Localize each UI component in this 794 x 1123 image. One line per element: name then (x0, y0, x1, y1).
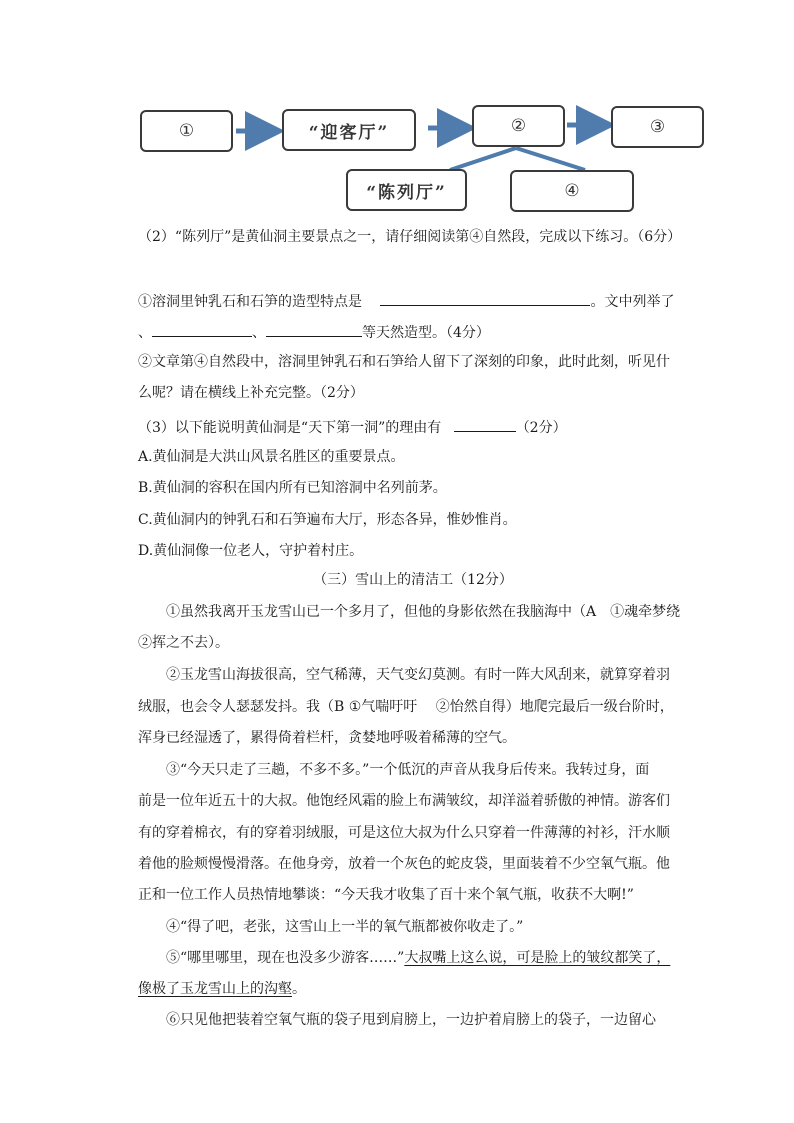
q3-score: （2分） (515, 420, 567, 436)
para3-line3: 有的穿着棉衣，有的穿着羽绒服，可是这位大叔为什么只穿着一件薄薄的衬衫，汗水顺 (138, 825, 670, 841)
para3-line2: 前是一位年近五十的大叔。他饱经风霜的脸上布满皱纹，却洋溢着骄傲的神情。游客们 (138, 793, 670, 809)
para4: ④“得了吧，老张，这雪山上一半的氧气瓶都被你收走了。” (166, 919, 524, 935)
q2-item1-text-c: 、 (138, 325, 152, 341)
para2-line1: ②玉龙雪山海拔很高，空气稀薄，天气变幻莫测。有时一阵大风刮来，就算穿着羽 (166, 667, 670, 683)
para5-underlined-1: 大叔嘴上这么说，可是脸上的皱纹都笑了， (404, 950, 671, 966)
para5-line1 (138, 948, 688, 968)
q3-option-d: D.黄仙洞像一位老人，守护着村庄。 (138, 543, 364, 559)
para2-line2: 绒服，也会令人瑟瑟发抖。我（B ①气喘吁吁 ②怡然自得）地爬完最后一级台阶时， (138, 699, 674, 715)
q2-intro: （2）“陈列厅”是黄仙洞主要景点之一，请仔细阅读第④自然段，完成以下练习。（6分） (138, 229, 682, 245)
q2-item1-line1 (138, 289, 688, 312)
box-1: ① (140, 110, 233, 152)
para5-underlined-2: 像极了玉龙雪山上的沟壑 (138, 981, 292, 997)
box-2: ② (472, 105, 565, 147)
para1-line2: ②挥之不去）。 (138, 635, 229, 651)
para5-text: ⑤“哪里哪里，现在也没多少游客……” (166, 950, 405, 966)
para5-line2 (138, 979, 688, 999)
box-3: ③ (611, 106, 704, 148)
q3-option-a: A.黄仙洞是大洪山风景名胜区的重要景点。 (138, 449, 405, 465)
q2-item1-text-a: ①溶洞里钟乳石和石笋的造型特点是 (138, 294, 362, 310)
q3-option-c: C.黄仙洞内的钟乳石和石笋遍布大厅，形态各异，惟妙惟肖。 (138, 512, 517, 528)
para3-line5: 正和一位工作人员热情地攀谈：“今天我才收集了百十来个氧气瓶，收获不大啊!” (138, 887, 634, 903)
answer-blank-q3[interactable] (454, 415, 516, 432)
q3-option-b: B.黄仙洞的容积在国内所有已知溶洞中名列前茅。 (138, 480, 447, 496)
q2-item2-line1: ②文章第④自然段中，溶洞里钟乳石和石笋给人留下了深刻的印象，此时此刻，听见什 (138, 354, 670, 370)
box-4: ④ (510, 170, 634, 212)
para3-line4: 着他的脸颊慢慢滑落。在他身旁，放着一个灰色的蛇皮袋，里面装着不少空氧气瓶。他 (138, 856, 670, 872)
box-welcome-hall: “迎客厅” (282, 109, 416, 151)
q3-intro-text: （3）以下能说明黄仙洞是“天下第一洞”的理由有 (138, 420, 442, 436)
flow-diagram (0, 0, 794, 220)
answer-blank-example-1[interactable] (152, 320, 252, 337)
para5-end: 。 (292, 981, 306, 997)
para1-line1: ①虽然我离开玉龙雪山已一个多月了，但他的身影依然在我脑海中（A ①魂牵梦绕 (166, 604, 681, 620)
section3-title: （三）雪山上的清洁工（12分） (313, 572, 513, 588)
answer-blank-shape-feature[interactable] (380, 289, 590, 306)
q2-item1-line2 (138, 320, 688, 343)
branch-left (450, 148, 516, 170)
para2-line3: 浑身已经湿透了，累得倚着栏杆，贪婪地呼吸着稀薄的空气。 (138, 730, 516, 746)
box-exhibition-hall: “陈列厅” (346, 169, 467, 211)
q2-item1-text-b: 。文中列举了 (590, 294, 675, 310)
para3-line1: ③“今天只走了三趟，不多不多。”一个低沉的声音从我身后传来。我转过身，面 (166, 762, 650, 778)
para6-line1: ⑥只见他把装着空氧气瓶的袋子甩到肩膀上，一边护着肩膀上的袋子，一边留心 (166, 1012, 656, 1028)
q2-item1-text-e: 等天然造型。（4分） (362, 325, 490, 341)
q3-intro (138, 415, 688, 438)
branch-right (516, 148, 585, 170)
q2-item1-text-d: 、 (252, 325, 266, 341)
q2-item2-line2: 么呢？请在横线上补充完整。（2分） (138, 385, 364, 401)
answer-blank-example-2[interactable] (266, 320, 362, 337)
